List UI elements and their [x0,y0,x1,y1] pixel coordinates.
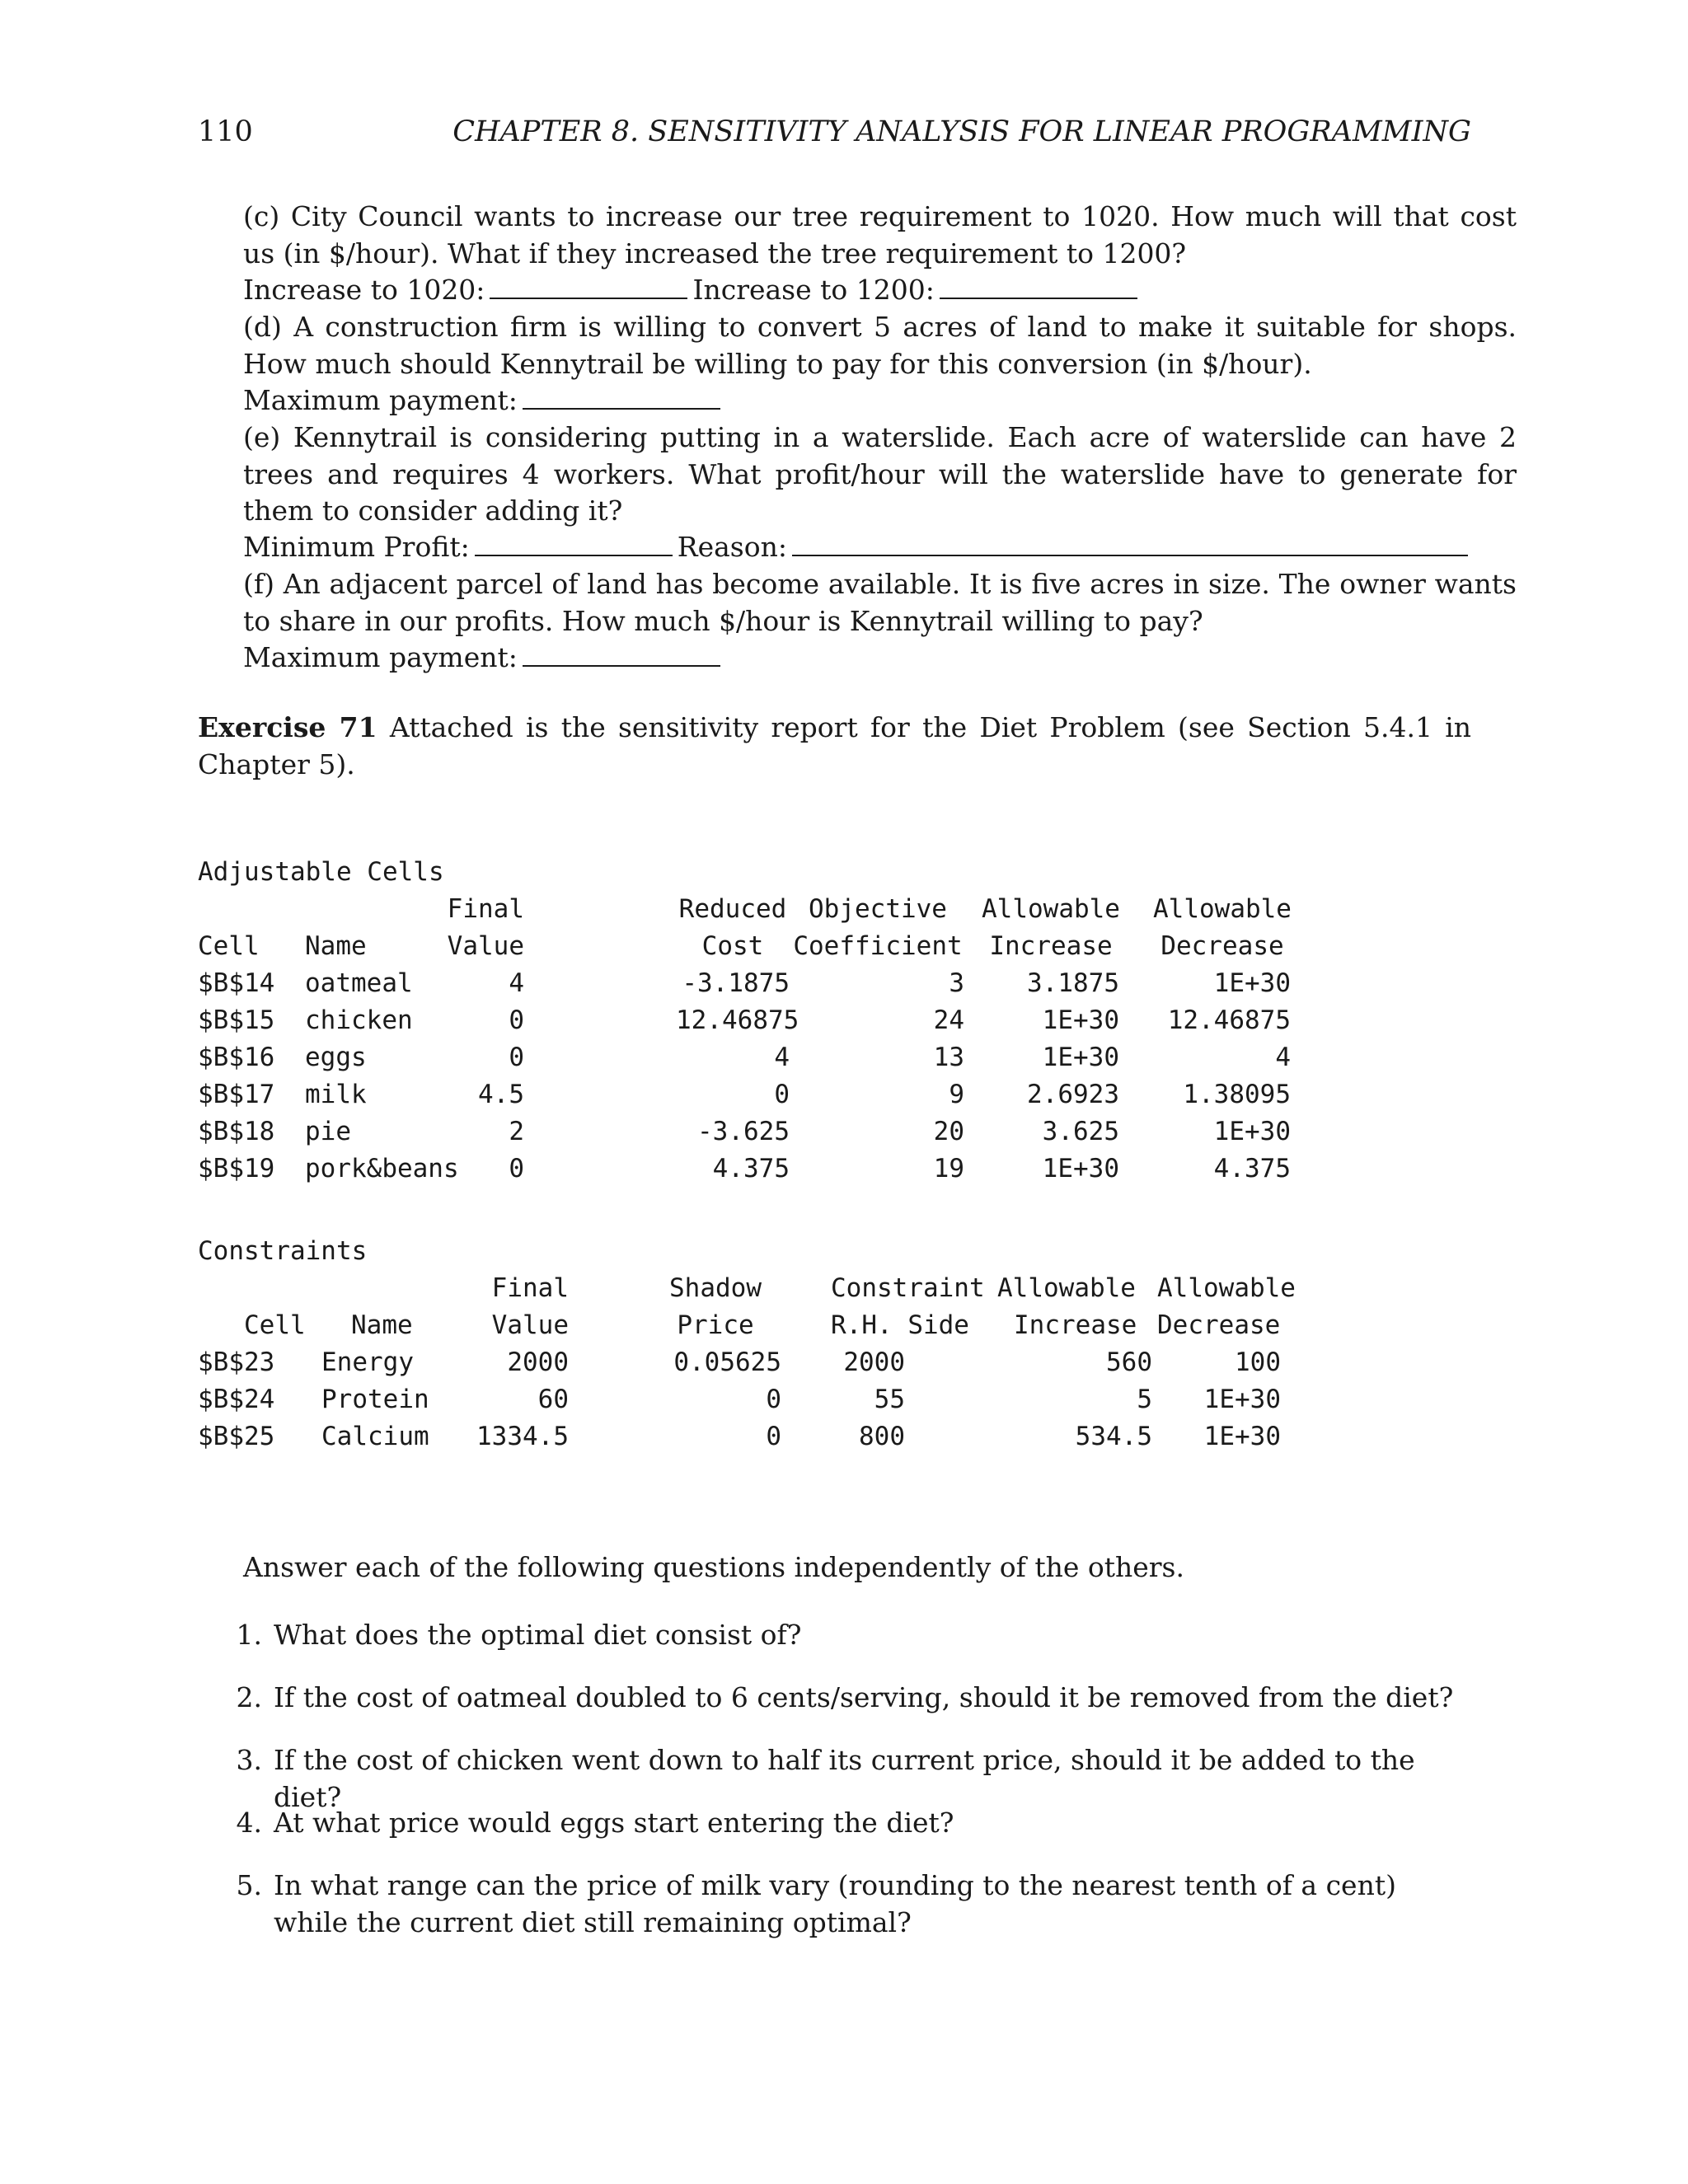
adj-cell-name: eggs [305,1043,367,1072]
adj-cell-c4: 9 [949,1080,964,1109]
adj-header-coefficient: Coefficient [793,931,963,961]
adj-cell-increase: 1E+30 [1042,1043,1119,1072]
con-header-increase: Increase [1014,1310,1137,1340]
exercise-label: Exercise 71 [198,711,377,743]
adj-cell-value: 4.5 [478,1080,524,1109]
con-cell-c3: 0 [766,1385,781,1414]
con-cell-value: 2000 [507,1347,569,1377]
part-c-answer-line [198,272,1517,309]
reason-blank[interactable] [792,530,1468,556]
adj-header-decrease: Decrease [1160,931,1284,961]
adj-cell-c3: -3.625 [697,1117,790,1146]
part-e-answer-line [198,529,1517,566]
con-cell-decrease: 100 [1235,1347,1281,1377]
adj-header-objective: Objective [809,894,947,924]
con-header-cell: Cell [244,1310,306,1340]
adj-cell-decrease: 4 [1275,1043,1291,1072]
adj-header-reduced: Reduced [678,894,787,924]
adj-cell-cell: $B$16 [198,1043,275,1072]
adj-cell-c4: 24 [933,1005,964,1035]
con-header-price: Price [677,1310,754,1340]
adj-header-value: Value [447,931,524,961]
con-header-name: Name [351,1310,413,1340]
part-c-text: (c) City Council wants to increase our tree requirement to 1020. How much will that cost us (in $/hour). What if they increased the tree requirement to 1200? [243,200,1517,269]
adj-cell-c3: 4 [774,1043,790,1072]
con-cell-name: Calcium [321,1422,429,1451]
adj-cell-cell: $B$17 [198,1080,275,1109]
adj-cell-c3: 0 [774,1080,790,1109]
adj-cell-decrease: 1E+30 [1213,1117,1291,1146]
question-number: 3. [236,1744,262,1776]
adj-cell-increase: 3.1875 [1027,968,1119,998]
increase-1200-blank[interactable] [940,273,1137,299]
con-cell-cell: $B$24 [198,1385,275,1414]
question-number: 2. [236,1681,262,1713]
con-cell-c3: 0 [766,1422,781,1451]
max-payment-blank-f[interactable] [523,640,720,667]
con-cell-decrease: 1E+30 [1203,1422,1281,1451]
con-header-shadow: Shadow [669,1273,762,1303]
con-header-decrease: Decrease [1157,1310,1281,1340]
con-header-allowable-inc: Allowable [997,1273,1136,1303]
question-number: 4. [236,1807,262,1839]
part-f-text: (f) An adjacent parcel of land has become available. It is five acres in size. The owner wants to share in our profits. How much $/hour is Kennytrail willing to pay? [243,568,1517,637]
page-number: 110 [198,115,253,148]
adj-cell-value: 0 [509,1005,524,1035]
question-text: If the cost of chicken went down to half its current price, should it be added to the diet? [274,1744,1415,1813]
increase-1200-label: Increase to 1200: [692,274,935,306]
adj-header-cell: Cell [198,931,260,961]
part-e-text: (e) Kennytrail is considering putting in a waterslide. Each acre of waterslide can have 2 trees and requires 4 workers. What profit/hour will the waterslide have to generate for them to consider adding it? [243,421,1517,527]
con-header-constraint: Constraint [831,1273,985,1303]
con-cell-cell: $B$25 [198,1422,275,1451]
con-cell-c4: 2000 [843,1347,905,1377]
question-text: At what price would eggs start entering the diet? [274,1807,954,1839]
con-cell-decrease: 1E+30 [1203,1385,1281,1414]
adj-cell-c3: 4.375 [712,1154,790,1183]
con-cell-name: Energy [321,1347,414,1377]
adj-cell-c4: 19 [933,1154,964,1183]
min-profit-blank[interactable] [475,530,673,556]
con-header-allowable-dec: Allowable [1157,1273,1296,1303]
exercise-text: Attached is the sensitivity report for the Diet Problem (see Section 5.4.1 in Chapter 5). [198,711,1471,780]
adj-cell-name: pie [305,1117,351,1146]
increase-1020-label: Increase to 1020: [243,274,485,306]
running-header [198,115,1471,155]
adj-header-cost: Cost [701,931,764,961]
question-text: In what range can the price of milk vary (rounding to the nearest tenth of a cent) while the current diet still remaining optimal? [274,1869,1396,1938]
con-cell-c4: 55 [874,1385,905,1414]
adj-header-allowable-inc: Allowable [982,894,1120,924]
max-payment-blank-d[interactable] [523,383,720,410]
adj-cell-value: 0 [509,1154,524,1183]
con-cell-c3: 0.05625 [673,1347,781,1377]
adj-cell-decrease: 1E+30 [1213,968,1291,998]
adj-cell-c3: -3.1875 [682,968,790,998]
con-cell-increase: 5 [1137,1385,1152,1414]
con-cell-increase: 534.5 [1075,1422,1152,1451]
part-f-answer-line [198,640,1517,677]
adj-cell-value: 4 [509,968,524,998]
con-cell-c4: 800 [859,1422,905,1451]
con-cell-value: 60 [537,1385,569,1414]
question-number: 1. [236,1619,262,1651]
adj-cell-c4: 13 [933,1043,964,1072]
adj-cell-cell: $B$19 [198,1154,275,1183]
chapter-title: CHAPTER 8. SENSITIVITY ANALYSIS FOR LINEAR PROGRAMMING [452,115,1471,148]
adj-cell-decrease: 12.46875 [1167,1005,1291,1035]
adj-header-allowable-dec: Allowable [1153,894,1292,924]
exercise-71 [198,710,1471,783]
adj-cell-cell: $B$15 [198,1005,275,1035]
question-number: 5. [236,1869,262,1901]
adj-cell-name: chicken [305,1005,413,1035]
adj-cell-increase: 1E+30 [1042,1005,1119,1035]
adj-header-name: Name [305,931,367,961]
max-payment-label-d: Maximum payment: [243,384,518,416]
con-cell-cell: $B$23 [198,1347,275,1377]
adj-cell-decrease: 4.375 [1213,1154,1291,1183]
con-header-rhs: R.H. Side [831,1310,969,1340]
increase-1020-blank[interactable] [490,273,687,299]
question-text: What does the optimal diet consist of? [274,1619,802,1651]
adj-cell-value: 2 [509,1117,524,1146]
max-payment-label-f: Maximum payment: [243,641,518,673]
part-d-answer-line [198,382,1517,419]
adj-cell-increase: 2.6923 [1027,1080,1119,1109]
adjustable-cells-title: Adjustable Cells [198,857,444,887]
con-header-value: Value [491,1310,569,1340]
adj-cell-increase: 1E+30 [1042,1154,1119,1183]
adj-cell-decrease: 1.38095 [1183,1080,1291,1109]
adj-cell-c4: 20 [933,1117,964,1146]
adj-cell-name: oatmeal [305,968,413,998]
con-header-final: Final [491,1273,569,1303]
question-text: If the cost of oatmeal doubled to 6 cents/serving, should it be removed from the diet? [274,1681,1454,1713]
adj-header-increase: Increase [989,931,1113,961]
adj-cell-c3: 12.46875 [676,1005,799,1035]
con-cell-name: Protein [321,1385,429,1414]
adj-cell-cell: $B$18 [198,1117,275,1146]
part-d-text: (d) A construction firm is willing to convert 5 acres of land to make it suitable for shops. How much should Kennytrail be willing to pay for this conversion (in $/hour). [243,311,1517,380]
adj-header-final: Final [447,894,524,924]
reason-label: Reason: [677,531,787,563]
adj-cell-c4: 3 [949,968,964,998]
constraints-title: Constraints [198,1236,368,1266]
adj-cell-name: milk [305,1080,367,1109]
adj-cell-increase: 3.625 [1042,1117,1119,1146]
con-cell-value: 1334.5 [476,1422,569,1451]
adj-cell-value: 0 [509,1043,524,1072]
min-profit-label: Minimum Profit: [243,531,470,563]
con-cell-increase: 560 [1106,1347,1152,1377]
instructions: Answer each of the following questions independently of the others. [243,1551,1184,1583]
adj-cell-name: pork&beans [305,1154,459,1183]
adj-cell-cell: $B$14 [198,968,275,998]
